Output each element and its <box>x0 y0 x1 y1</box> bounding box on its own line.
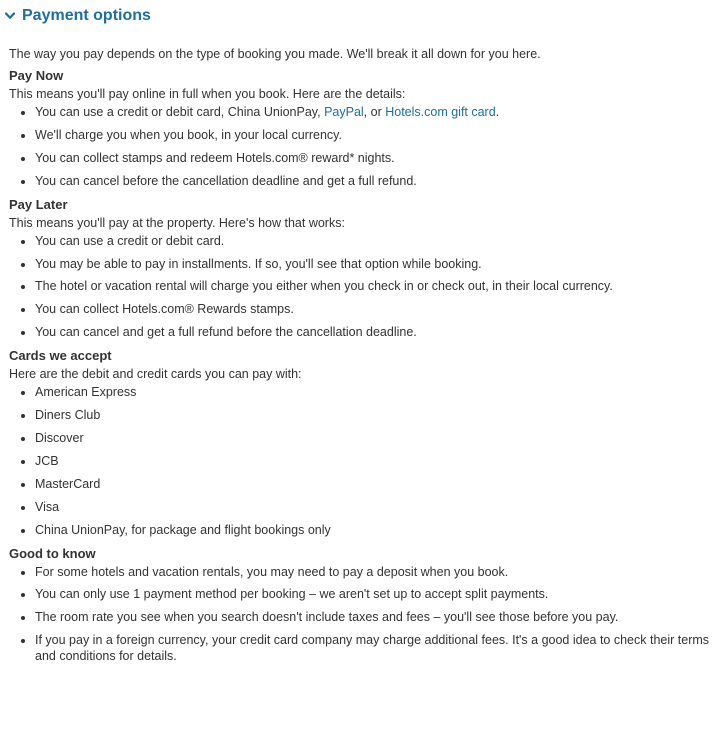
pay-later-description: This means you'll pay at the property. Here's how that works: <box>9 215 345 230</box>
list-item: Visa <box>9 499 719 515</box>
cards-description: Here are the debit and credit cards you can pay with: <box>9 367 302 382</box>
cards-section <box>9 348 719 537</box>
intro-text: The way you pay depends on the type of booking you made. We'll break it all down for you here. <box>9 47 541 61</box>
pay-now-list <box>9 104 719 189</box>
paypal-link[interactable]: PayPal <box>324 105 364 119</box>
good-to-know-list <box>9 564 719 665</box>
list-item: You can use a credit or debit card. <box>9 233 719 249</box>
list-item: The room rate you see when you search doesn't include taxes and fees – you'll see those before you pay. <box>9 609 719 625</box>
page-title: Payment options <box>22 7 151 24</box>
cards-heading: Cards we accept <box>9 348 112 364</box>
list-item: JCB <box>9 453 719 469</box>
list-item: China UnionPay, for package and flight bookings only <box>9 522 719 538</box>
pay-now-section <box>9 68 719 189</box>
good-to-know-heading: Good to know <box>9 545 96 561</box>
list-item: You can collect stamps and redeem Hotels.com® reward* nights. <box>9 150 719 166</box>
cards-list <box>9 384 719 537</box>
list-item: For some hotels and vacation rentals, you may need to pay a deposit when you book. <box>9 564 719 580</box>
list-item-text: . <box>495 105 500 119</box>
pay-later-section <box>9 197 719 341</box>
pay-later-list <box>9 233 719 341</box>
payment-options-content <box>9 46 719 672</box>
list-item: If you pay in a foreign currency, your credit card company may charge additional fees. It's a good idea to check their terms and conditions for details. <box>9 632 719 664</box>
list-item: You can cancel and get a full refund before the cancellation deadline. <box>9 324 719 340</box>
good-to-know-section <box>9 546 719 665</box>
list-item-text: You can use a credit or debit card, China UnionPay, <box>35 105 325 119</box>
pay-later-heading: Pay Later <box>9 196 68 212</box>
chevron-down-icon <box>4 10 16 22</box>
list-item: Discover <box>9 430 719 446</box>
list-item: You can only use 1 payment method per booking – we aren't set up to accept split payments. <box>9 586 719 602</box>
payment-options-toggle[interactable] <box>4 4 151 28</box>
list-item: You can cancel before the cancellation deadline and get a full refund. <box>9 173 719 189</box>
gift-card-link[interactable]: Hotels.com gift card <box>385 105 496 119</box>
list-item: We'll charge you when you book, in your local currency. <box>9 127 719 143</box>
pay-now-heading: Pay Now <box>9 68 64 83</box>
list-item-text: , or <box>363 105 386 119</box>
list-item: Diners Club <box>9 407 719 423</box>
list-item: You can collect Hotels.com® Rewards stamps. <box>9 301 719 317</box>
list-item: You may be able to pay in installments. If so, you'll see that option while booking. <box>9 256 719 272</box>
list-item <box>9 104 719 120</box>
list-item: MasterCard <box>9 476 719 492</box>
list-item: The hotel or vacation rental will charge you either when you check in or check out, in their local currency. <box>9 278 719 294</box>
list-item: American Express <box>9 384 719 400</box>
pay-now-description: This means you'll pay online in full when you book. Here are the details: <box>9 87 406 101</box>
